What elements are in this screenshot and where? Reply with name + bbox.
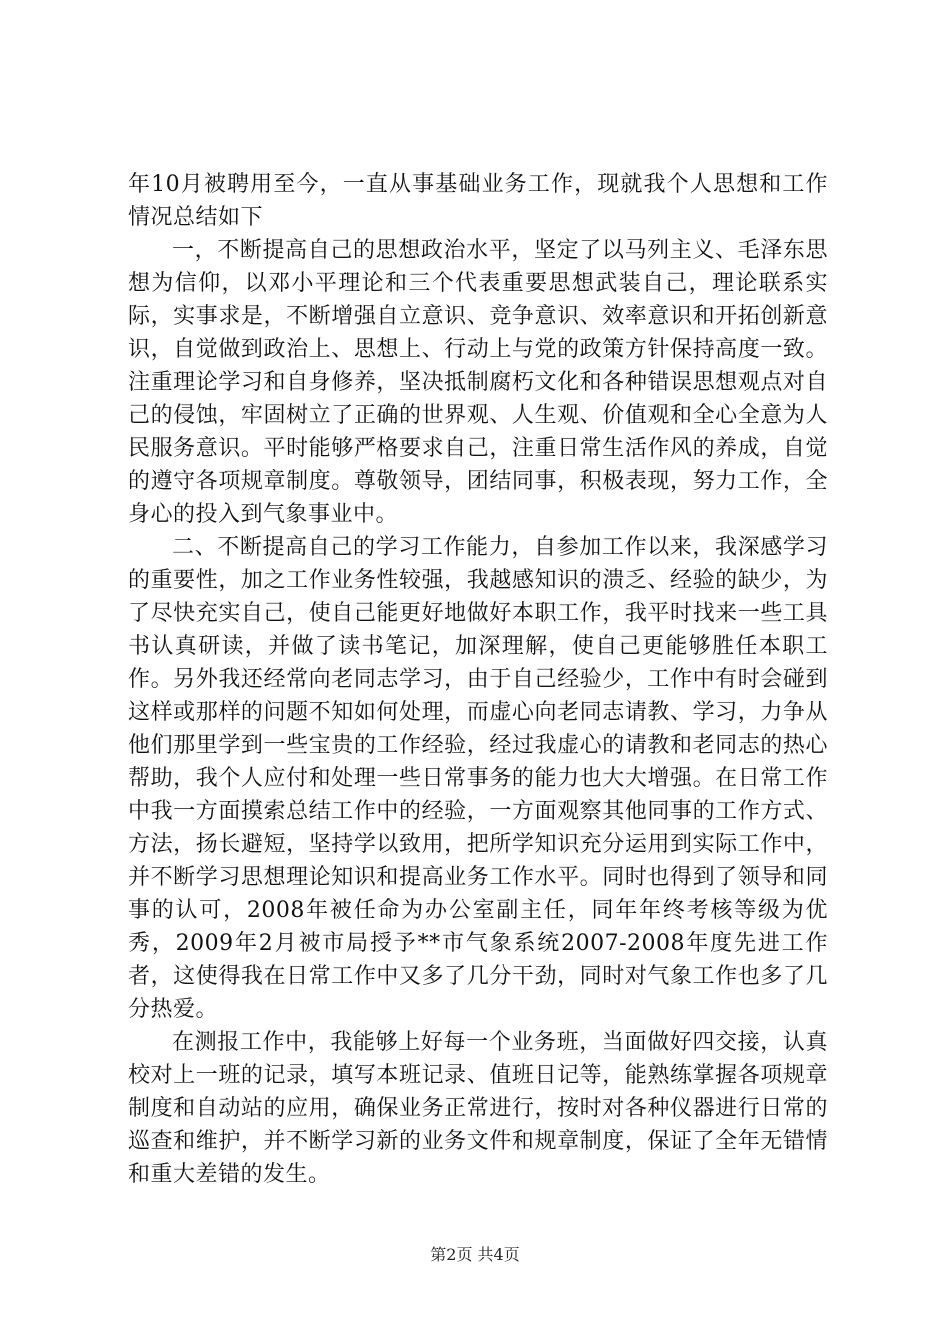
page-number-footer: 第2页 共4页 [430, 1245, 520, 1264]
paragraph-intro: 年10月被聘用至今，一直从事基础业务工作，现就我个人思想和工作情况总结如下 [128, 172, 828, 230]
paragraph-observation-work: 在测报工作中，我能够上好每一个业务班，当面做好四交接，认真校对上一班的记录，填写本班记录、值班日记等，能熟练掌握各项规章制度和自动站的应用，确保业务正常进行，按时对各种仪器进行日常的巡查和维护，并不断学习新的业务文件和规章制度，保证了全年无错情和重大差错的发生。 [128, 1030, 828, 1187]
document-body [128, 168, 828, 1191]
paragraph-section-1: 一，不断提高自己的思想政治水平，坚定了以马列主义、毛泽东思想为信仰，以邓小平理论和三个代表重要思想武装自己，理论联系实际，实事求是，不断增强自立意识、竞争意识、效率意识和开拓创新意识，自觉做到政治上、思想上、行动上与党的政策方针保持高度一致。注重理论学习和自身修养，坚决抵制腐朽文化和各种错误思想观点对自己的侵蚀，牢固树立了正确的世界观、人生观、价值观和全心全意为人民服务意识。平时能够严格要求自己，注重日常生活作风的养成，自觉的遵守各项规章制度。尊敬领导，团结同事，积极表现，努力工作，全身心的投入到气象事业中。 [128, 238, 828, 527]
paragraph-section-2: 二、不断提高自己的学习工作能力，自参加工作以来，我深感学习的重要性，加之工作业务性较强，我越感知识的溃乏、经验的缺少，为了尽快充实自己，使自己能更好地做好本职工作，我平时找来一些工具书认真研读，并做了读书笔记，加深理解，使自己更能够胜任本职工作。另外我还经常向老同志学习，由于自己经验少，工作中有时会碰到这样或那样的问题不知如何处理，而虚心向老同志请教、学习，力争从他们那里学到一些宝贵的工作经验，经过我虚心的请教和老同志的热心帮助，我个人应付和处理一些日常事务的能力也大大增强。在日常工作中我一方面摸索总结工作中的经验，一方面观察其他同事的工作方式、方法，扬长避短，坚持学以致用，把所学知识充分运用到实际工作中，并不断学习思想理论知识和提高业务工作水平。同时也得到了领导和同事的认可，2008年被任命为办公室副主任，同年年终考核等级为优秀，2009年2月被市局授予**市气象系统2007-2008年度先进工作者，这使得我在日常工作中又多了几分干劲，同时对气象工作也多了几分热爱。 [128, 535, 828, 1022]
